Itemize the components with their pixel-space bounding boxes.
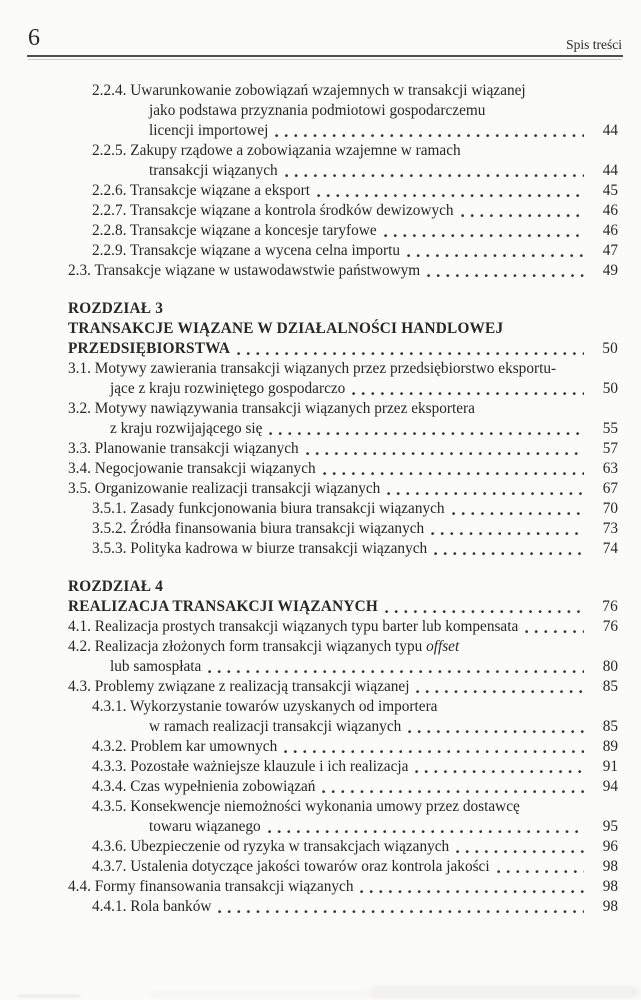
- toc-page-ref: 49: [602, 262, 618, 279]
- toc-line-text: towaru wiązanego: [149, 818, 261, 835]
- toc-entry: [68, 757, 618, 777]
- toc-entry-number: 4.3.5.: [92, 798, 127, 815]
- dot-leader: [452, 512, 584, 516]
- dot-leader: [525, 630, 584, 634]
- toc-line: [68, 657, 618, 677]
- toc-line-text: w ramach realizacji transakcji wiązanych: [149, 718, 402, 735]
- toc-line-text: 4.1. Realizacja prostych transakcji wiązanych typu barter lub kompensata: [68, 618, 519, 635]
- toc-entry: [68, 479, 618, 499]
- dot-leader: [268, 830, 584, 834]
- toc-line: [92, 539, 618, 559]
- dot-leader: [285, 174, 584, 178]
- toc-line: [92, 121, 618, 141]
- dot-leader: [284, 750, 584, 754]
- toc-line-text: 2.2.4. Uwarunkowanie zobowiązań wzajemnych w transakcji wiązanej: [92, 82, 526, 99]
- toc-entry: [68, 837, 618, 857]
- toc-line-text: 3.1. Motywy zawierania transakcji wiązanych przez przedsiębiorstwo eksportu-: [68, 360, 557, 377]
- toc-line: [92, 737, 618, 757]
- toc-line-text: REALIZACJA TRANSAKCJI WIĄZANYCH: [68, 598, 378, 615]
- toc-entry: [68, 81, 618, 141]
- toc-line-text: licencji importowej: [149, 122, 269, 139]
- dot-leader: [415, 770, 584, 774]
- toc-entry: [68, 777, 618, 797]
- toc-line: [68, 617, 618, 637]
- toc-line-text: 4.3. Problemy związane z realizacją transakcji wiązanej: [68, 678, 410, 695]
- toc-entry: [68, 697, 618, 737]
- toc-line-text: 4.3.3. Pozostałe ważniejsze klauzule i ich realizacja: [92, 758, 409, 775]
- header-rule: [27, 55, 623, 57]
- toc-chapter-heading: [68, 299, 618, 359]
- toc-entry-number: 3.3.: [68, 440, 91, 457]
- toc-line: [68, 299, 618, 319]
- toc-entry-number: 4.3.4.: [92, 778, 127, 795]
- toc-line: [68, 459, 618, 479]
- dot-leader: [497, 870, 584, 874]
- toc-line: [92, 857, 618, 877]
- toc-page-ref: 98: [602, 858, 618, 875]
- toc-line-text: 4.3.4. Czas wypełnienia zobowiązań: [92, 778, 316, 795]
- toc-line: [92, 141, 618, 161]
- header-title: Spis treści: [566, 37, 622, 52]
- toc-entry-number: 2.2.8.: [92, 222, 127, 239]
- italic-term: offset: [426, 638, 460, 655]
- toc-entry-number: 4.3.: [68, 678, 91, 695]
- dot-leader: [269, 432, 584, 436]
- dot-leader: [434, 552, 584, 556]
- toc-line-text: 2.2.6. Transakcje wiązane a eksport: [92, 182, 310, 199]
- toc-line-text: 4.3.2. Problem kar umownych: [92, 738, 278, 755]
- toc-page-ref: 80: [602, 658, 618, 675]
- toc-page-ref: 57: [602, 440, 618, 457]
- toc-page-ref: 45: [602, 182, 618, 199]
- toc-page-ref: 74: [602, 540, 618, 557]
- toc-page-ref: 70: [602, 500, 618, 517]
- toc-page-ref: 44: [602, 162, 618, 179]
- toc-entry-number: 3.5.3.: [92, 540, 127, 557]
- toc-entry-number: 2.3.: [68, 262, 91, 279]
- toc-entry-number: 4.4.1.: [92, 898, 127, 915]
- toc-entry: [68, 459, 618, 479]
- toc-entry-number: 3.5.1.: [92, 500, 127, 517]
- toc-line: [92, 161, 618, 181]
- toc-line: [68, 877, 618, 897]
- toc-entry: [68, 261, 618, 281]
- scan-artifact: [150, 992, 370, 997]
- toc-entry: [68, 637, 618, 677]
- toc-line-text: 2.2.5. Zakupy rządowe a zobowiązania wzajemne w ramach: [92, 142, 461, 159]
- toc-entry: [68, 439, 618, 459]
- toc-entry-number: 4.3.1.: [92, 698, 127, 715]
- toc-page-ref: 91: [602, 758, 618, 775]
- toc-line: [68, 439, 618, 459]
- toc-entry: [68, 617, 618, 637]
- toc-entry-number: 4.3.7.: [92, 858, 127, 875]
- toc-page-ref: 50: [602, 340, 618, 357]
- toc-page-ref: 94: [602, 778, 618, 795]
- toc-entry-number: 4.2.: [68, 638, 91, 655]
- toc-line: [68, 261, 618, 281]
- dot-leader: [275, 134, 584, 138]
- toc-line-text: 4.3.5. Konsekwencje niemożności wykonania umowy przez dostawcę: [92, 798, 520, 815]
- toc-line: [92, 181, 618, 201]
- dot-leader: [461, 214, 584, 218]
- toc-line: [68, 637, 618, 657]
- toc-page-ref: 98: [602, 898, 618, 915]
- toc-entry-number: 2.2.9.: [92, 242, 127, 259]
- toc-page-ref: 50: [602, 380, 618, 397]
- toc-entry: [68, 877, 618, 897]
- toc-line: [68, 597, 618, 617]
- toc-line: [68, 577, 618, 597]
- toc-line: [92, 837, 618, 857]
- toc-line-text: 2.2.8. Transakcje wiązane a koncesje taryfowe: [92, 222, 377, 239]
- toc-line-text: transakcji wiązanych: [149, 162, 278, 179]
- toc-line: [92, 797, 618, 817]
- toc-line-text: z kraju rozwijającego się: [110, 420, 263, 437]
- toc-line: [92, 221, 618, 241]
- toc-entry: [68, 539, 618, 559]
- toc-line: [92, 519, 618, 539]
- toc-line: [68, 399, 618, 419]
- toc-line: [92, 897, 618, 917]
- toc-list: [68, 81, 618, 917]
- toc-line: [92, 757, 618, 777]
- toc-page-ref: 89: [602, 738, 618, 755]
- toc-page-ref: 63: [602, 460, 618, 477]
- toc-line: [68, 339, 618, 359]
- toc-line-text: 3.5.1. Zasady funkcjonowania biura transakcji wiązanych: [92, 500, 445, 517]
- page-number: 6: [28, 25, 40, 51]
- toc-line-text: lub samospłata: [110, 658, 202, 675]
- dot-leader: [322, 790, 584, 794]
- toc-chapter-heading: [68, 577, 618, 617]
- toc-line: [92, 817, 618, 837]
- toc-page-ref: 73: [602, 520, 618, 537]
- dot-leader: [208, 670, 584, 674]
- toc-line-text: 3.5.3. Polityka kadrowa w biurze transakcji wiązanych: [92, 540, 428, 557]
- toc-entry: [68, 897, 618, 917]
- toc-line-text: jące z kraju rozwiniętego gospodarczo: [110, 380, 346, 397]
- toc-entry: [68, 241, 618, 261]
- toc-line: [92, 241, 618, 261]
- toc-line-text: 4.3.1. Wykorzystanie towarów uzyskanych od importera: [92, 698, 438, 715]
- toc-entry-number: 3.5.2.: [92, 520, 127, 537]
- toc-entry: [68, 181, 618, 201]
- toc-entry: [68, 737, 618, 757]
- toc-page-ref: 47: [602, 242, 618, 259]
- toc-line-text: 3.5. Organizowanie realizacji transakcji wiązanych: [68, 480, 381, 497]
- dot-leader: [306, 452, 584, 456]
- dot-leader: [456, 850, 584, 854]
- toc-entry-number: 4.4.: [68, 878, 91, 895]
- toc-page-ref: 85: [602, 718, 618, 735]
- toc-page-ref: 67: [602, 480, 618, 497]
- toc-line: [92, 777, 618, 797]
- toc-line-text: 3.4. Negocjowanie transakcji wiązanych: [68, 460, 316, 477]
- toc-line: [92, 81, 618, 101]
- toc-entry: [68, 221, 618, 241]
- toc-line-text: 2.2.7. Transakcje wiązane a kontrola środków dewizowych: [92, 202, 454, 219]
- toc-entry-number: 3.2.: [68, 400, 91, 417]
- toc-line-text: 4.4.1. Rola banków: [92, 898, 212, 915]
- toc-entry-number: 3.4.: [68, 460, 91, 477]
- toc-entry-number: 4.1.: [68, 618, 91, 635]
- toc-entry: [68, 499, 618, 519]
- dot-leader: [237, 352, 584, 356]
- toc-line: [68, 379, 618, 399]
- dot-leader: [218, 910, 584, 914]
- toc-line: [68, 319, 618, 339]
- toc-entry: [68, 677, 618, 697]
- dot-leader: [427, 274, 584, 278]
- toc-line-text: 3.2. Motywy nawiązywania transakcji wiązanych przez eksportera: [68, 400, 475, 417]
- toc-page-ref: 46: [602, 222, 618, 239]
- dot-leader: [387, 492, 584, 496]
- dot-leader: [384, 234, 584, 238]
- toc-line: [68, 419, 618, 439]
- toc-line-text: 3.5.2. Źródła finansowania biura transakcji wiązanych: [92, 520, 425, 537]
- toc-entry-number: 2.2.5.: [92, 142, 127, 159]
- dot-leader: [407, 254, 584, 258]
- toc-line-text: 2.2.9. Transakcje wiązane a wycena celna importu: [92, 242, 400, 259]
- toc-entry: [68, 519, 618, 539]
- toc-line: [92, 499, 618, 519]
- toc-line-text: ROZDZIAŁ 4: [68, 578, 164, 595]
- dot-leader: [408, 730, 584, 734]
- toc-page-ref: 76: [602, 618, 618, 635]
- toc-line: [92, 697, 618, 717]
- toc-line-text: TRANSAKCJE WIĄZANE W DZIAŁALNOŚCI HANDLOWEJ: [68, 320, 504, 337]
- dot-leader: [431, 532, 584, 536]
- toc-page-ref: 98: [602, 878, 618, 895]
- toc-line: [92, 201, 618, 221]
- scan-artifact: [370, 986, 640, 998]
- toc-page-ref: 44: [602, 122, 618, 139]
- dot-leader: [385, 610, 584, 614]
- toc-entry-number: 4.3.6.: [92, 838, 127, 855]
- dot-leader: [317, 194, 584, 198]
- toc-entry-number: 3.1.: [68, 360, 91, 377]
- toc-line-text: 2.3. Transakcje wiązane w ustawodawstwie państwowym: [68, 262, 421, 279]
- toc-page-ref: 76: [602, 598, 618, 615]
- toc-line: [68, 359, 618, 379]
- toc-line-text: 4.2. Realizacja złożonych form transakcji wiązanych typu offset: [68, 638, 460, 655]
- toc-line: [68, 677, 618, 697]
- toc-page-ref: 95: [602, 818, 618, 835]
- scan-artifact: [18, 995, 80, 997]
- toc-line-text: PRZEDSIĘBIORSTWA: [68, 340, 231, 357]
- dot-leader: [416, 690, 584, 694]
- toc-entry: [68, 857, 618, 877]
- toc-entry: [68, 201, 618, 221]
- toc-line-text: jako podstawa przyznania podmiotowi gospodarczemu: [149, 102, 486, 119]
- toc-line-text: ROZDZIAŁ 3: [68, 300, 164, 317]
- dot-leader: [323, 472, 584, 476]
- toc-line-text: 4.3.7. Ustalenia dotyczące jakości towarów oraz kontrola jakości: [92, 858, 490, 875]
- toc-line-text: 4.4. Formy finansowania transakcji wiązanych: [68, 878, 354, 895]
- dot-leader: [352, 392, 584, 396]
- toc-entry-number: 2.2.6.: [92, 182, 127, 199]
- toc-entry: [68, 399, 618, 439]
- toc-page-ref: 46: [602, 202, 618, 219]
- toc-entry-number: 2.2.4.: [92, 82, 127, 99]
- toc-line-text: 3.3. Planowanie transakcji wiązanych: [68, 440, 299, 457]
- toc-entry: [68, 141, 618, 181]
- toc-entry-number: 4.3.2.: [92, 738, 127, 755]
- toc-line: [68, 479, 618, 499]
- toc-page-ref: 55: [602, 420, 618, 437]
- toc-line: [92, 101, 618, 121]
- toc-line: [92, 717, 618, 737]
- toc-page-ref: 85: [602, 678, 618, 695]
- toc-entry: [68, 797, 618, 837]
- toc-entry: [68, 359, 618, 399]
- toc-line-text: 4.3.6. Ubezpieczenie od ryzyka w transakcjach wiązanych: [92, 838, 450, 855]
- toc-page-ref: 96: [602, 838, 618, 855]
- toc-entry-number: 2.2.7.: [92, 202, 127, 219]
- toc-entry-number: 4.3.3.: [92, 758, 127, 775]
- dot-leader: [360, 890, 584, 894]
- toc-entry-number: 3.5.: [68, 480, 91, 497]
